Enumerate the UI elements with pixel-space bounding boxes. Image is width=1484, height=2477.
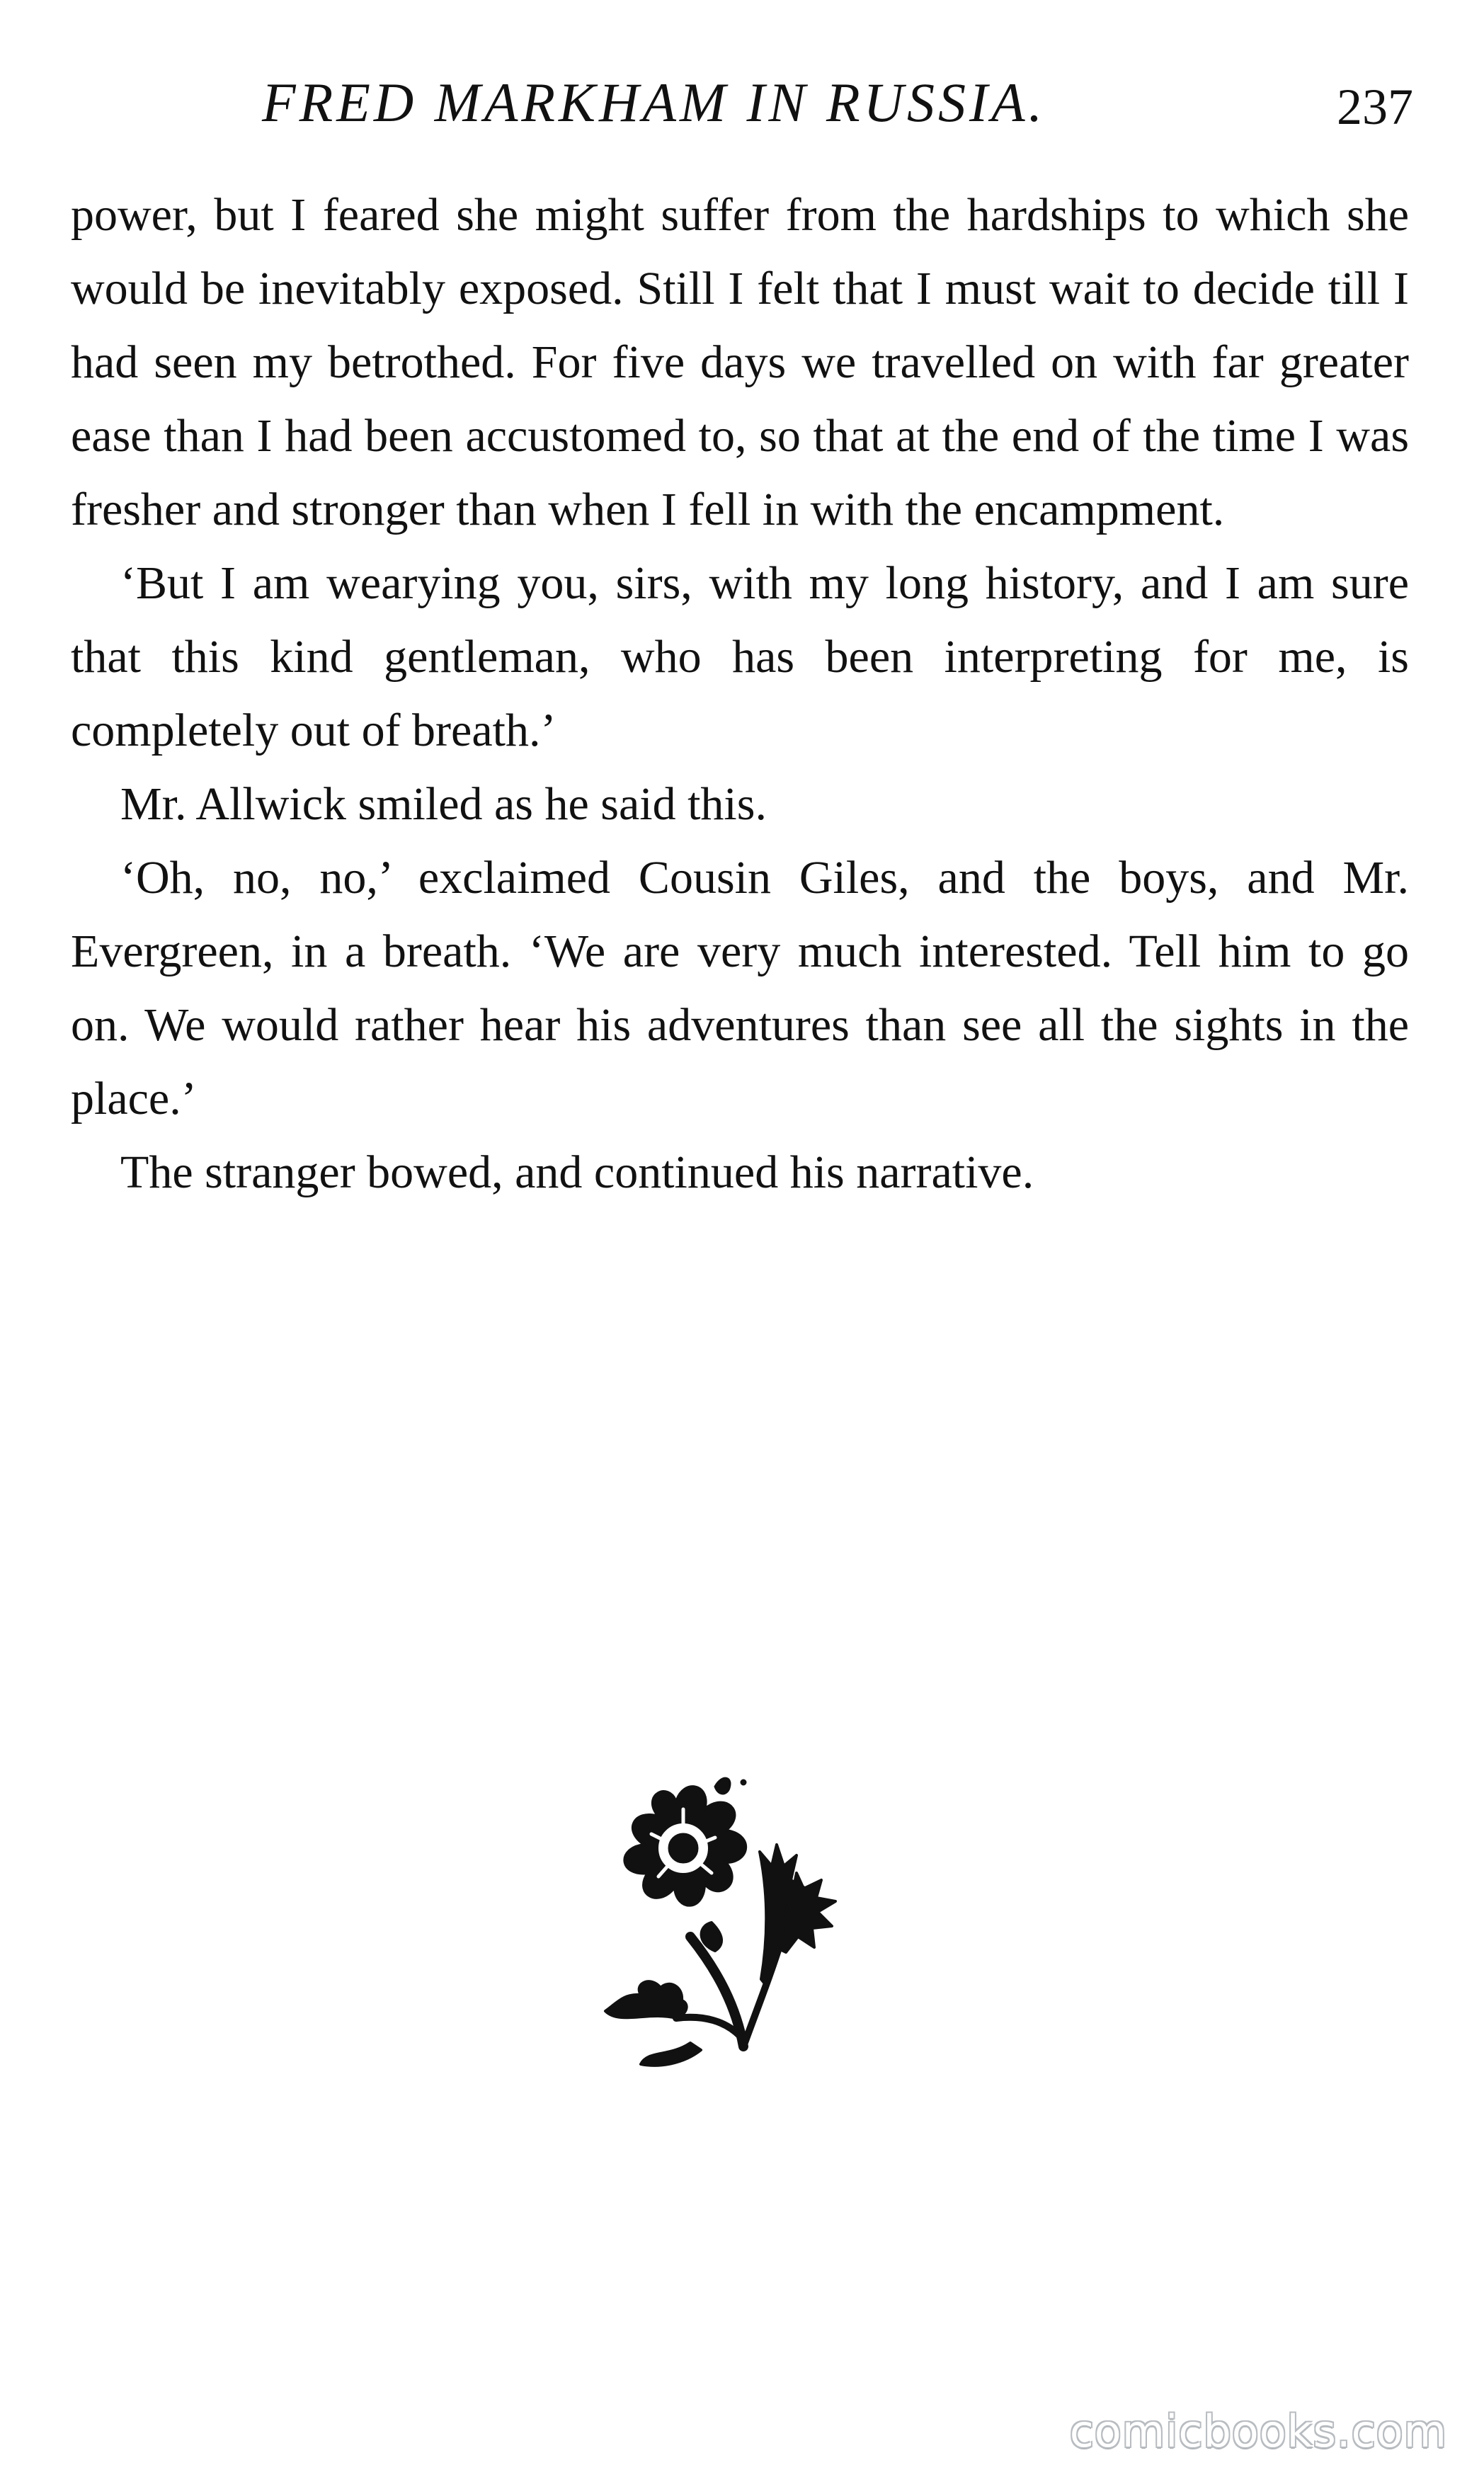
flower-ornament-icon: [591, 1767, 874, 2071]
page-number: 237: [1337, 79, 1413, 135]
watermark: comicbooks.com: [1069, 2405, 1447, 2457]
paragraph-continuation: power, but I feared she might suffer from the hardships to which she would be inevitably exposed. Still I felt that I must wait to decide till I had seen my betrothed. For five days we travelled on with far greater ease than I had been accustomed to, so that at the end of the time I was fresher and stronger than when I fell in with the encampment.: [71, 189, 1409, 535]
paragraph-exclaimed: ‘Oh, no, no,’ exclaimed Cousin Giles, and the boys, and Mr. Evergreen, in a breath. ‘We are very much interested. Tell him to go on. We would rather hear his adventures than see all the sights in the place.’: [71, 852, 1409, 1124]
paragraph-allwick: Mr. Allwick smiled as he said this.: [120, 778, 767, 830]
running-head: [71, 65, 1413, 143]
body-text: [71, 178, 1409, 1209]
paragraph-wearying: ‘But I am wearying you, sirs, with my long history, and I am sure that this kind gentleman, who has been interpreting for me, is completely out of breath.’: [71, 557, 1409, 756]
paragraph-stranger: The stranger bowed, and continued his narrative.: [120, 1146, 1034, 1198]
running-title: FRED MARKHAM IN RUSSIA.: [262, 72, 1046, 133]
